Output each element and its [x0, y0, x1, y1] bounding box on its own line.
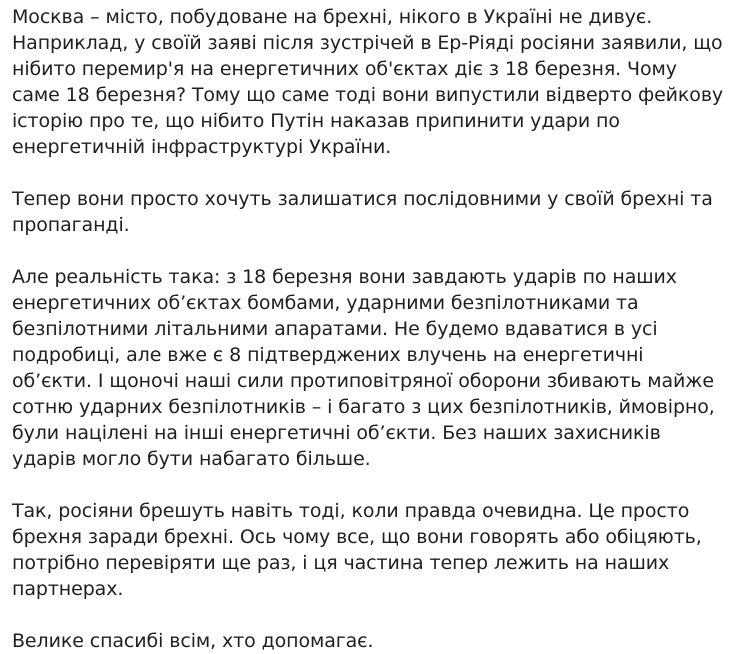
paragraph-2: Тепер вони просто хочуть залишатися послідовними у своїй брехні та пропаганді.: [12, 188, 713, 236]
paragraph-3: Але реальність така: з 18 березня вони завдають ударів по наших енергетичних об’єктах бомбами, ударними безпілотниками та безпілотними літальними апаратами. Не будемо вдаватися в усі подробиці, але вже є 8 підтверджених влучень на енергетичні об’єкти. І щоночі наші сили протиповітряної оборони збивають майже сотню ударних безпілотників – і багато з цих безпілотників, ймовірно, були націлені на інші енергетичні об’єкти. Без наших захисників ударів могло бути набагато більше.: [12, 266, 715, 470]
paragraph-5: Велике спасибі всім, хто допомагає.: [12, 630, 374, 652]
paragraph-4: Так, росіяни брешуть навіть тоді, коли правда очевидна. Це просто брехня заради брехні. Ось чому все, що вони говорять або обіцяють, потрібно перевіряти ще раз, і ця частина тепер лежить на наших партнерах.: [12, 500, 702, 600]
paragraph-1: Москва – місто, побудоване на брехні, нікого в Україні не дивує. Наприклад, у своїй заяві після зустрічей в Ер-Ріяді росіяни заявили, що нібито перемир'я на енергетичних об'єктах діє з 18 березня. Чому саме 18 березня? Тому що саме тоді вони випустили відверто фейкову історію про те, що нібито Путін наказав припинити удари по енергетичній інфраструктурі України.: [12, 6, 724, 158]
